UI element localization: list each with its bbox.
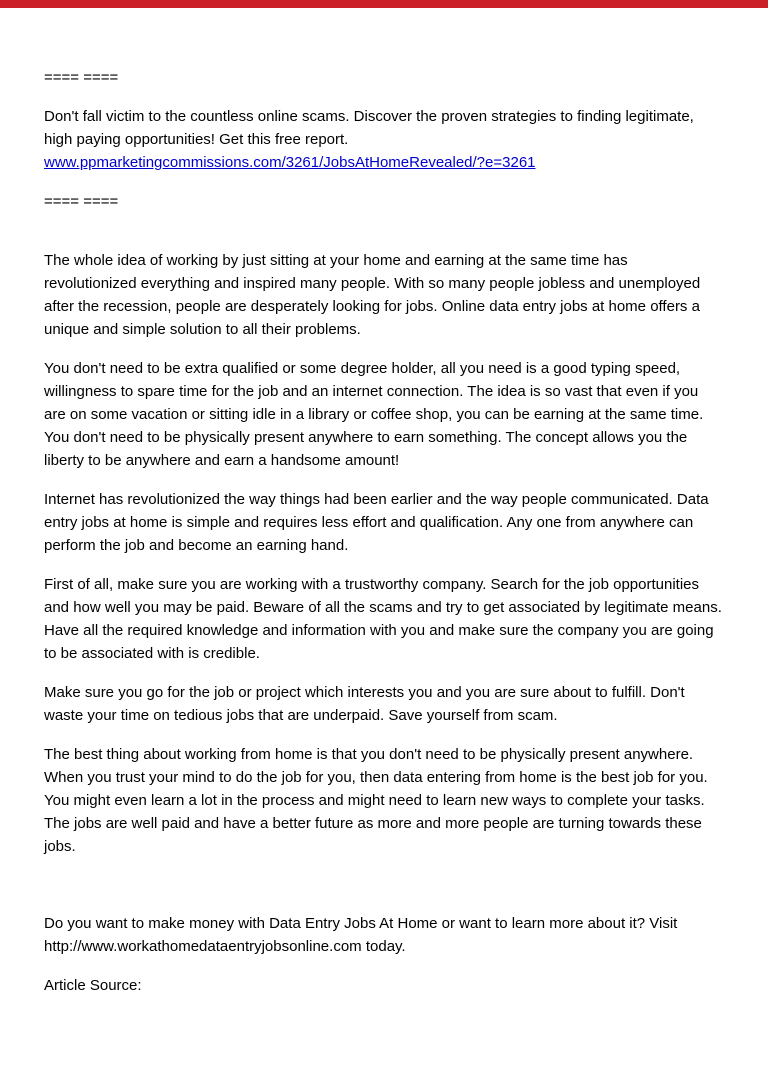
paragraph-whole-idea: The whole idea of working by just sitting at your home and earning at the same time has revolutionized everything and inspired many people. With so many people jobless and unemployed after the recession, people are desperately looking for jobs. Online data entry jobs at home offers a unique and simple solution to all their problems. <box>44 252 701 338</box>
article-source-label: Article Source: <box>44 977 142 994</box>
cta-tail: today. <box>365 938 406 955</box>
top-red-strip <box>0 0 768 8</box>
cta-text: Do you want to make money with Data Entry Jobs At Home or want to learn more about it? Visit <box>44 915 678 932</box>
separator-bottom: ==== ==== <box>44 193 119 210</box>
paragraph-choose-job: Make sure you go for the job or project which interests you and you are sure about to fulfill. Don't waste your time on tedious jobs that are underpaid. Save yourself from scam. <box>44 684 685 724</box>
cta-paragraph <box>44 912 724 958</box>
paragraph-trustworthy-company: First of all, make sure you are working with a trustworthy company. Search for the job opportunities and how well you may be paid. Beware of all the scams and try to get associated by legitimate means. Have all the required knowledge and information with you and make sure the company you are going to be associated with is credible. <box>44 576 722 662</box>
paragraph-best-thing: The best thing about working from home is that you don't need to be physically present anywhere. When you trust your mind to do the job for you, then data entering from home is the best job for you. You might even learn a lot in the process and might need to learn new ways to complete your tasks. The jobs are well paid and have a better future as more and more people are turning towards these jobs. <box>44 746 708 855</box>
workathome-url: http://www.workathomedataentryjobsonline.com <box>44 938 362 955</box>
separator-top: ==== ==== <box>44 69 119 86</box>
paragraph-qualifications: You don't need to be extra qualified or some degree holder, all you need is a good typing speed, willingness to spare time for the job and an internet connection. The idea is so vast that even if you are on some vacation or sitting idle in a library or coffee shop, you can be earning at the same time. You don't need to be physically present anywhere to earn something. The concept allows you the liberty to be anywhere and earn a handsome amount! <box>44 360 704 469</box>
intro-text: Don't fall victim to the countless online scams. Discover the proven strategies to finding legitimate, high paying opportunities! Get this free report. <box>44 108 694 148</box>
intro-paragraph <box>44 105 724 174</box>
paragraph-internet: Internet has revolutionized the way things had been earlier and the way people communicated. Data entry jobs at home is simple and requires less effort and qualification. Any one from anywhere can perform the job and become an earning hand. <box>44 491 709 554</box>
free-report-link[interactable]: www.ppmarketingcommissions.com/3261/JobsAtHomeRevealed/?e=3261 <box>44 154 536 171</box>
